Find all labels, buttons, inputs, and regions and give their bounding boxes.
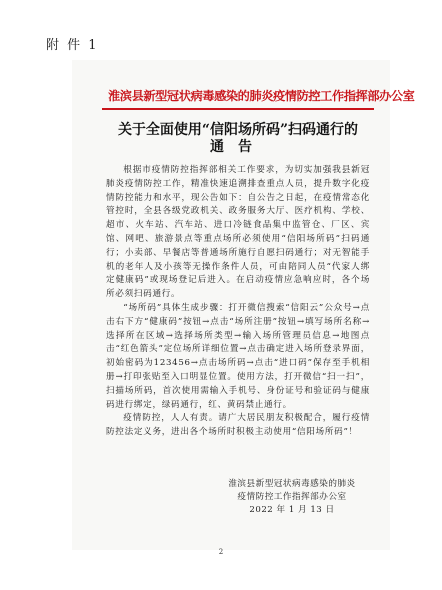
paragraph-1: 根据市疫情防控指挥部相关工作要求，为切实加强我县新冠肺炎疫情防控工作，精准快速追溯排查重点人员，提升数字化疫情防控能力和水平，现公告如下：自公告之日起，在疫情常态化管控时，全县各级党政机关、政务服务大厅、医疗机构、学校、超市、火车站、汽车站、进口冷链食品集中监管仓、厂区、宾馆、网吧、旅游景点等重点场所必须使用“信阳场所码”扫码通行；小卖部、早餐店等普通场所施行自愿扫码通行；对无智能手机的老年人及小孩等无操作条件人员，可由陪同人员“代家人绑定健康码”或现场登记后进入。在启动疫情应急响应时，各个场所必须扫码通行。	[106, 165, 370, 300]
notice-body	[106, 164, 370, 440]
notice-title: 关于全面使用“信阳场所码”扫码通行的	[117, 122, 359, 138]
issuer-header: 淮滨县新型冠状病毒感染的肺炎疫情防控工作指挥部办公室	[108, 89, 415, 103]
signature-date: 2022 年 1 月 13 日	[249, 504, 335, 515]
signature-org-line1: 淮滨县新型冠状病毒感染的肺炎	[228, 479, 356, 489]
page-number: 2	[218, 548, 224, 556]
red-separator-line	[102, 108, 374, 110]
notice-subtitle: 通告	[210, 139, 266, 155]
attachment-label: 附 件 1	[46, 38, 99, 53]
paragraph-2: “场所码”具体生成步骤：打开微信搜索“信阳云”公众号→点击右下方“健康码”按钮→点击“场所注册”按钮→填写场所名称→选择所在区域→选择场所类型→输入场所管理员信息→地图点击“红色箭头”定位场所详细位置→点击确定进入场所登录界面，初始密码为123456→点击场所码→点击“进口码”保存至手机相册→打印张贴至入口明显位置。使用方法，打开微信“扫一扫”，扫描场所码，首次使用需输入手机号、身份证号和验证码与健康码进行绑定，绿码通行，红、黄码禁止通行。	[106, 302, 370, 410]
paragraph-3: 疫情防控，人人有责。请广大居民朋友积极配合，履行疫情防控法定义务，进出各个场所时积极主动使用“信阳场所码”！	[106, 413, 370, 438]
signature-org-line2: 疫情防控工作指挥部办公室	[237, 491, 347, 502]
signature-block	[212, 478, 372, 516]
